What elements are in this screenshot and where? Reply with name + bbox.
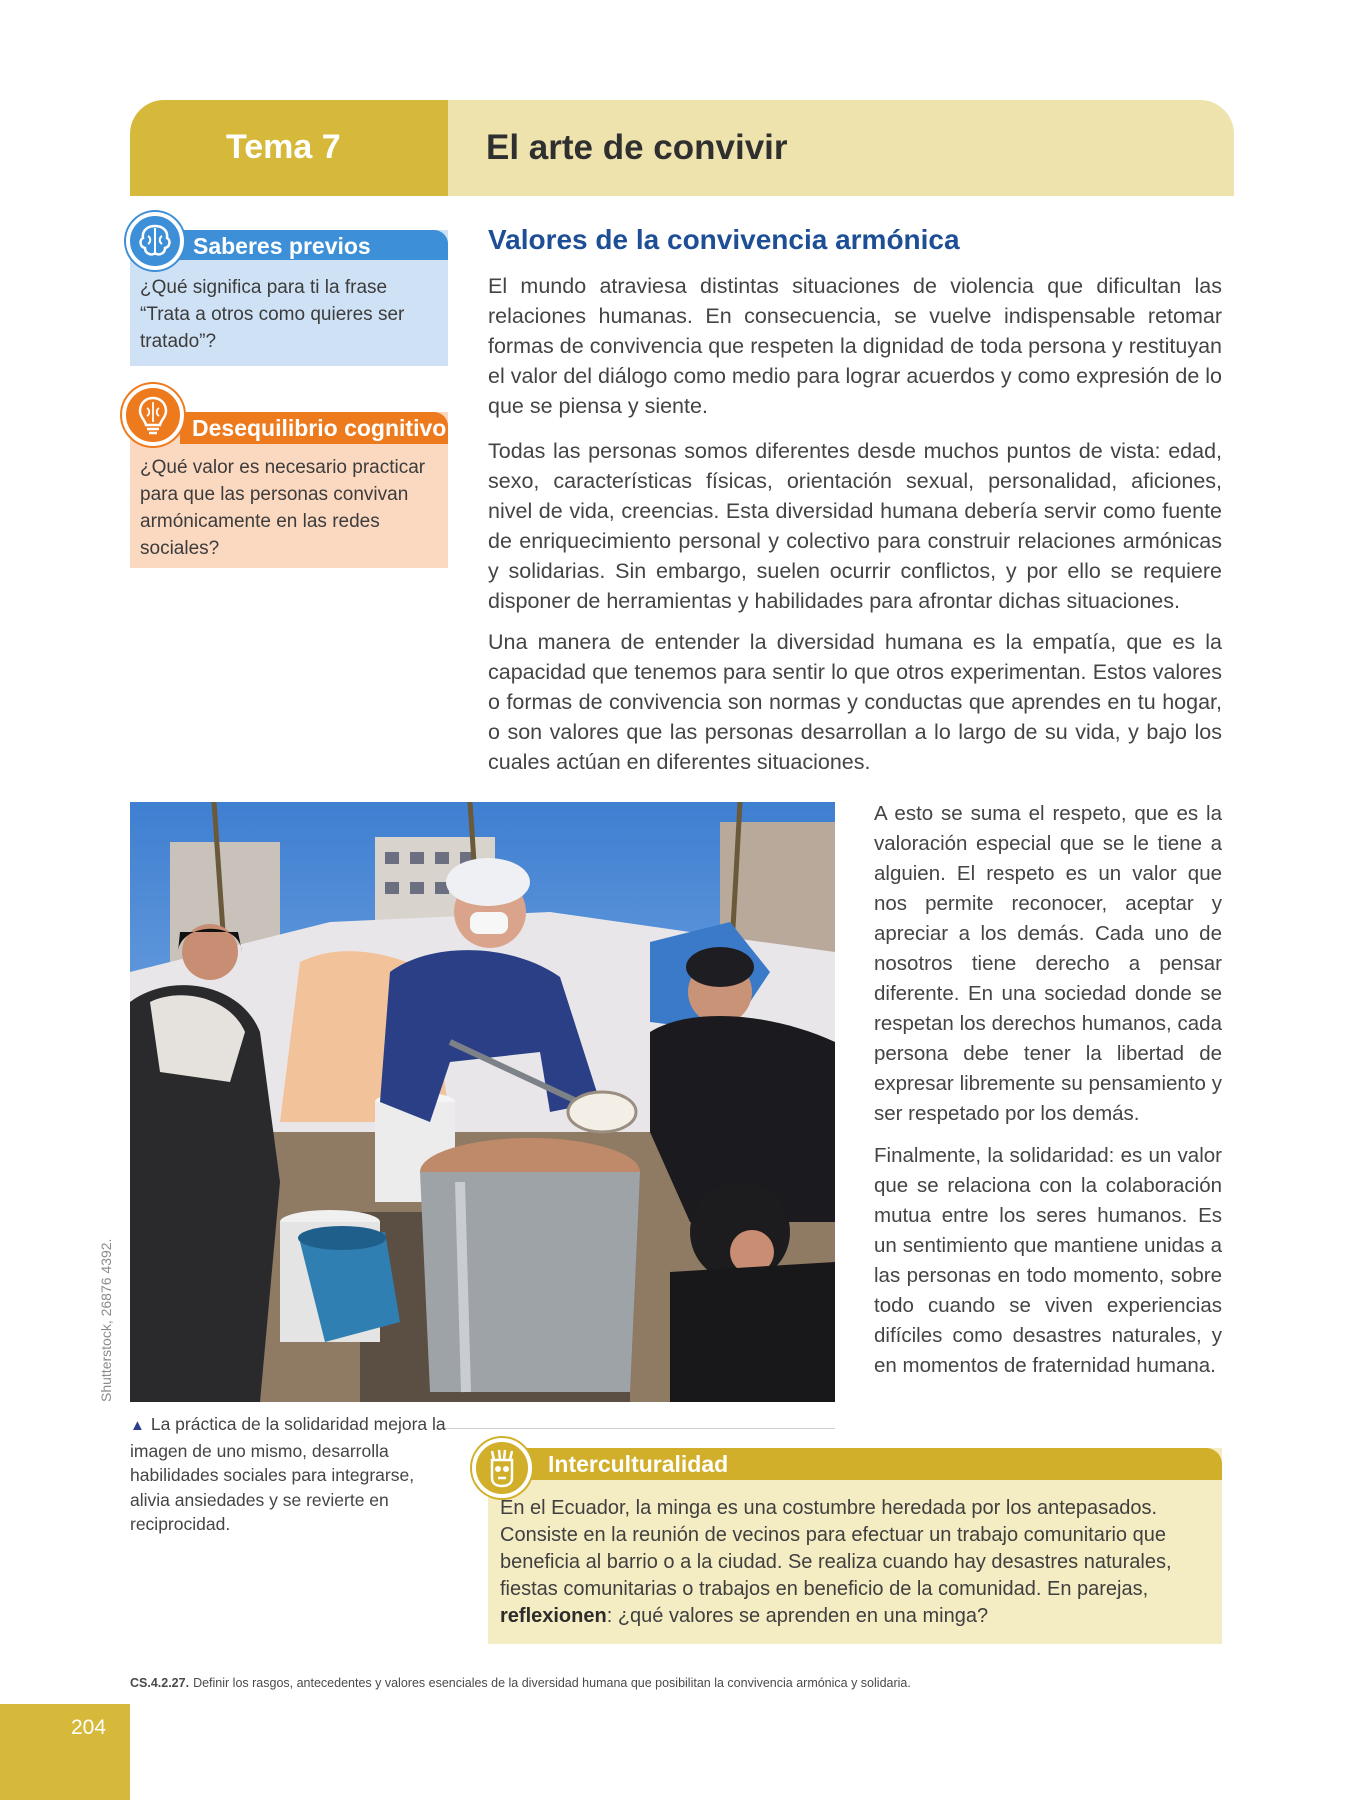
caption-divider	[438, 1428, 835, 1429]
interculturalidad-title: Interculturalidad	[548, 1451, 729, 1477]
tema-label-band	[130, 100, 448, 196]
page-title-band	[448, 100, 1234, 196]
desequilibrio-cognitivo-question: ¿Qué valor es necesario practicar para que las personas convivan armónicamente en las redes sociales?	[140, 457, 426, 559]
paragraph-1: El mundo atraviesa distintas situaciones de violencia que dificultan las relaciones humanas. En consecuencia, se vuelve indispensable retomar formas de convivencia que respeten la dignidad de toda persona y restituyan el valor del diálogo como medio para lograr acuerdos y como expresión de lo que se piensa y siente.	[488, 274, 1222, 418]
photo-caption	[130, 1412, 450, 1537]
photo-caption-text: La práctica de la solidaridad mejora la imagen de uno mismo, desarrolla habilidades sociales para integrarse, alivia ansiedades y se revierte en reciprocidad.	[130, 1414, 446, 1534]
interculturalidad-header	[488, 1448, 1222, 1480]
desequilibrio-cognitivo-header	[180, 412, 448, 444]
desequilibrio-cognitivo-box	[130, 412, 448, 568]
page-number-band	[0, 1704, 130, 1800]
interculturalidad-text-main: En el Ecuador, la minga es una costumbre heredada por los antepasados. Consiste en la reunión de vecinos para efectuar un trabajo comunitario que beneficia al barrio o a la ciudad. Se realiza cuando hay desastres naturales, fiestas comunitarias o trabajos en beneficio de la comunidad. En parejas,	[500, 1497, 1172, 1600]
section-title: Valores de la convivencia armónica	[488, 224, 960, 255]
saberes-previos-box	[130, 230, 448, 366]
interculturalidad-text-bold: reflexionen	[500, 1605, 607, 1627]
interculturalidad-text	[500, 1495, 1220, 1630]
saberes-previos-question: ¿Qué significa para ti la frase “Trata a otros como quieres ser tratado”?	[140, 277, 405, 352]
interculturalidad-text-end: : ¿qué valores se aprenden en una minga?	[606, 1605, 989, 1627]
footnote-text: Definir los rasgos, antecedentes y valores esenciales de la diversidad humana que posibilitan la convivencia armónica y solidaria.	[193, 1676, 911, 1690]
photo-credit: Shutterstock, 26876 4392.	[98, 1238, 114, 1402]
paragraph-3: Una manera de entender la diversidad humana es la empatía, que es la capacidad que tenemos para sentir lo que otros experimentan. Estos valores o formas de convivencia son normas y conductas que aprendes en tu hogar, o son valores que las personas desarrollan a lo largo de su vida, y bajo los cuales actúan en diferentes situaciones.	[488, 630, 1222, 774]
tema-label: Tema 7	[226, 128, 341, 166]
brain-icon	[126, 212, 184, 270]
triangle-bullet-icon: ▲	[130, 1417, 145, 1434]
desequilibrio-cognitivo-title: Desequilibrio cognitivo	[192, 415, 447, 441]
paragraph-4: A esto se suma el respeto, que es la valoración especial que se le tiene a alguien. El respeto es un valor que nos permite reconocer, aceptar y apreciar a los demás. Cada uno de nosotros tiene derecho a pensar diferente. En una sociedad donde se respetan los derechos humanos, cada persona debe tener la libertad de expresar libremente su pensamiento y ser respetado por los demás.	[874, 802, 1222, 1125]
footnote-code: CS.4.2.27.	[130, 1676, 190, 1690]
curriculum-footnote	[130, 1676, 911, 1690]
solidarity-photo	[130, 802, 835, 1402]
page-number: 204	[71, 1716, 107, 1739]
page-title: El arte de convivir	[486, 128, 788, 167]
lightbulb-brain-icon	[122, 384, 184, 446]
mask-icon	[472, 1438, 532, 1498]
saberes-previos-title: Saberes previos	[193, 233, 371, 259]
paragraph-5: Finalmente, la solidaridad: es un valor que se relaciona con la colaboración mutua entre los seres humanos. Es un sentimiento que mantiene unidas a las personas en todo momento, sobre todo cuando se viven experiencias difíciles como desastres naturales, y en momentos de fraternidad humana.	[874, 1144, 1222, 1377]
paragraph-2: Todas las personas somos diferentes desde muchos puntos de vista: edad, sexo, características físicas, orientación sexual, personalidad, aficiones, nivel de vida, creencias. Esta diversidad humana debería servir como fuente de enriquecimiento personal y colectivo para construir relaciones armónicas y solidarias. Sin embargo, suelen ocurrir conflictos, y por ello se requiere disponer de herramientas y habilidades para afrontar dichas situaciones.	[488, 439, 1222, 613]
interculturalidad-box	[488, 1448, 1222, 1644]
